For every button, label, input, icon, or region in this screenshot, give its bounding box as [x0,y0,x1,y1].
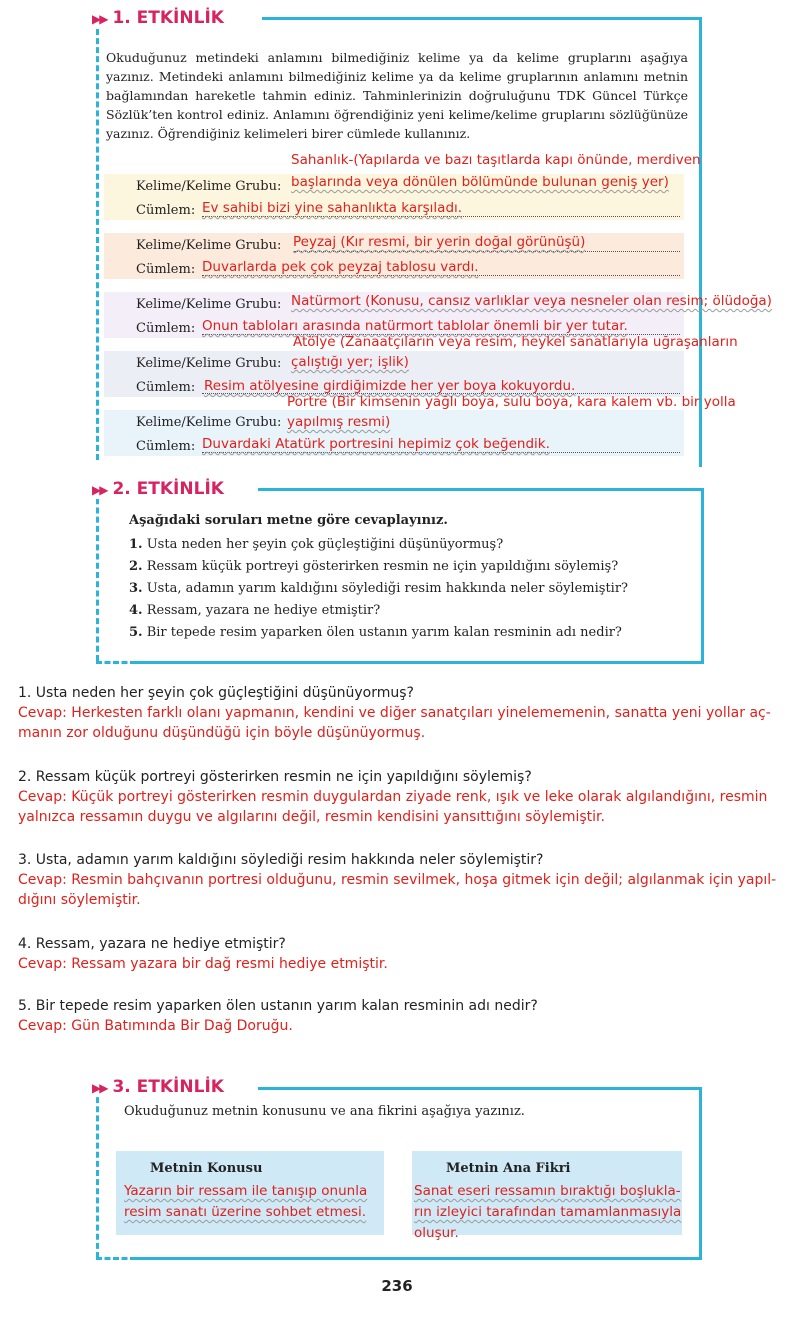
answer-text: manın zor olduğunu düşündüğü için böyle düşünüyormuş. [18,725,426,741]
answer-block-1 [18,683,778,743]
activity1-title: ▶▶ 1. ETKİNLİK [92,8,228,28]
word-answer-1b: başlarında veya dönülen bölümünde bulunan geniş yer) [291,174,669,190]
activity2-title: ▶▶ 2. ETKİNLİK [92,479,228,499]
sentence-label: Cümlem: [136,321,196,336]
double-arrow-icon: ▶▶ [92,1081,107,1095]
sentence-answer-5: Duvardaki Atatürk portresini hepimiz çok beğendik. [202,436,550,452]
activity1-instructions: Okuduğunuz metindeki anlamını bilmediğiniz kelime ya da kelime gruplarını aşağıya yazınız. Metindeki anlamını bilmediğiniz kelime ya da kelime gruplarının anlamını metnin bağlamından hareketle tahmin ediniz. Tahminlerinizin doğruluğunu TDK Güncel Türkçe Sözlük’ten kontrol ediniz. Anlamını öğrendiğiniz yeni kelime/kelime gruplarını sözlüğünüze yazınız. Öğrendiğiniz kelimeleri birer cümlede kullanınız. [106,50,688,141]
answer-question: 3. Usta, adamın yarım kaldığını söylediği resim hakkında neler söylemiştir? [18,852,544,868]
answer-question: 1. Usta neden her şeyin çok güçleştiğini düşünüyormuş? [18,685,414,701]
answer-block-3 [18,850,778,910]
sentence-answer-2: Duvarlarda pek çok peyzaj tablosu vardı. [202,259,479,275]
answer-text: Cevap: Ressam yazara bir dağ resmi hediye etmiştir. [18,956,388,972]
word-label: Kelime/Kelime Grubu: [136,415,282,430]
main-idea-box [412,1151,682,1241]
activity3-title: ▶▶ 3. ETKİNLİK [92,1077,228,1097]
sentence-answer-4: Resim atölyesine girdiğimizde her yer boya kokuyordu. [204,378,576,394]
sentence-answer-3: Onun tabloları arasında natürmort tablolar önemli bir yer tutar. [202,318,628,334]
double-arrow-icon: ▶▶ [92,483,107,497]
word-label: Kelime/Kelime Grubu: [136,297,282,312]
word-answer-5b: yapılmış resmi) [287,414,391,430]
word-answer-2: Peyzaj (Kır resmi, bir yerin doğal görünüşü) [293,234,586,250]
answer-question: 2. Ressam küçük portreyi gösterirken resmin ne için yapıldığını söylemiş? [18,769,532,785]
question-3: 3. Usta, adamın yarım kaldığını söylediği resim hakkında neler söylemiştir? [129,581,629,596]
word-answer-5a: Portre (Bir kimsenin yağlı boya, sulu boya, kara kalem vb. bir yolla [287,394,736,410]
double-arrow-icon: ▶▶ [92,12,107,26]
sentence-label: Cümlem: [136,262,196,277]
word-answer-1a: Sahanlık-(Yapılarda ve bazı taşıtlarda kapı önünde, merdiven [291,152,701,168]
word-answer-3: Natürmort (Konusu, cansız varlıklar veya nesneler olan resim; ölüdoğa) [291,293,772,309]
answer-block-2 [18,767,778,827]
answer-text: Cevap: Küçük portreyi gösterirken resmin duygulardan ziyade renk, ışık ve leke olarak algılandığını, resmin [18,789,768,805]
answer-text: Cevap: Resmin bahçıvanın portresi olduğunu, resmin sevilmek, hoşa gitmek için değil; algılanmak için yapıl- [18,872,777,888]
word-label: Kelime/Kelime Grubu: [136,238,282,253]
question-2: 2. Ressam küçük portreyi gösterirken resmin ne için yapıldığını söylemiş? [129,559,619,574]
word-answer-4a: Atölye (Zanaatçıların veya resim, heykel sanatlarıyla uğraşanların [293,334,738,350]
topic-box [116,1151,384,1235]
word-label: Kelime/Kelime Grubu: [136,179,282,194]
question-1: 1. Usta neden her şeyin çok güçleştiğini düşünüyormuş? [129,537,504,552]
page-number: 236 [381,1277,413,1295]
answer-text: yalnızca ressamın duygu ve algılarını değil, resmin kendisini yansıttığını söylemiştir. [18,809,605,825]
activity3-instruction: Okuduğunuz metnin konusunu ve ana fikrini aşağıya yazınız. [124,1104,525,1119]
sentence-label: Cümlem: [136,203,196,218]
question-5: 5. Bir tepede resim yaparken ölen ustanın yarım kalan resminin adı nedir? [129,625,622,640]
answer-question: 4. Ressam, yazara ne hediye etmiştir? [18,936,286,952]
sentence-label: Cümlem: [136,439,196,454]
topic-answer: Yazarın bir ressam ile tanışıp onunla resim sanatı üzerine sohbet etmesi. [124,1183,368,1220]
main-idea-heading: Metnin Ana Fikri [446,1161,571,1176]
activity2-instruction: Aşağıdaki soruları metne göre cevaplayınız. [129,513,448,528]
answer-block-5 [18,996,778,1036]
sentence-answer-1: Ev sahibi bizi yine sahanlıkta karşıladı. [202,200,463,216]
question-4: 4. Ressam, yazara ne hediye etmiştir? [129,603,381,618]
sentence-label: Cümlem: [136,380,196,395]
word-label: Kelime/Kelime Grubu: [136,356,282,371]
answer-block-4 [18,934,778,974]
main-idea-answer: Sanat eseri ressamın bıraktığı boşlukla- rın izleyici tarafından tamamlanmasıyla oluşur. [414,1183,682,1241]
answer-question: 5. Bir tepede resim yaparken ölen ustanın yarım kalan resminin adı nedir? [18,998,538,1014]
answer-text: dığını söylemiştir. [18,892,141,908]
word-answer-4b: çalıştığı yer; işlik) [291,354,409,370]
answer-text: Cevap: Gün Batımında Bir Dağ Doruğu. [18,1018,293,1034]
topic-heading: Metnin Konusu [150,1161,263,1176]
answer-text: Cevap: Herkesten farklı olanı yapmanın, kendini ve diğer sanatçıları yinelememenin, sanatta yeni yollar aç- [18,705,771,721]
